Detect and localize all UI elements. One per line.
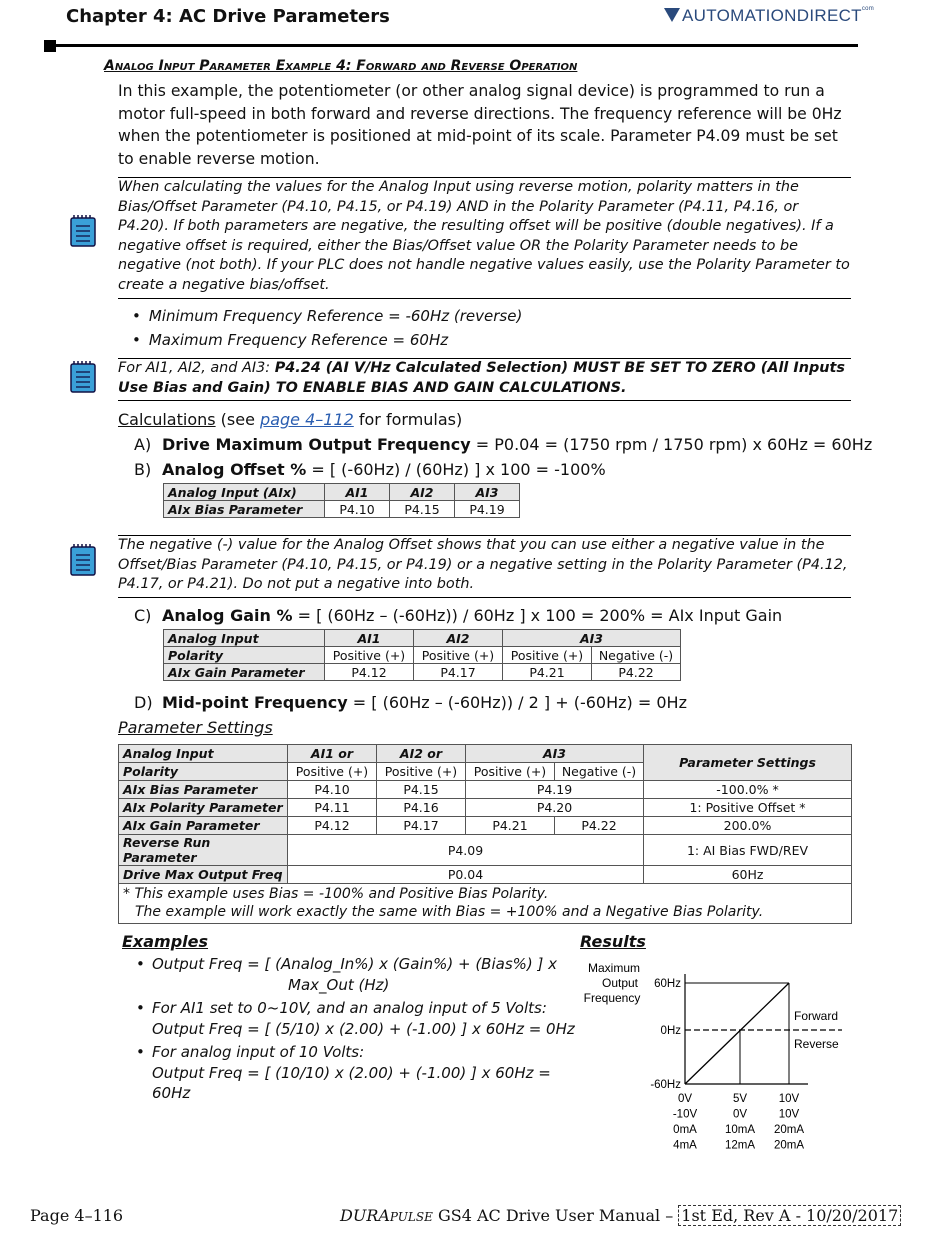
forward-label: Forward	[794, 1009, 839, 1023]
frequency-chart	[560, 950, 860, 1160]
list-item: • For AI1 set to 0~10V, and an analog input of 5 Volts: Output Freq = [ (5/10) x (2.00) + (-1.00) ] x 60Hz = 0Hz	[136, 998, 576, 1039]
calc-c: C) Analog Gain % = [ (60Hz – (-60Hz)) / 60Hz ] x 100 = 200% = AIx Input Gain	[134, 606, 783, 625]
gain-table: Analog Input AI1 AI2 AI3 Polarity Positive (+) Positive (+) Positive (+) Negative (-) AIx Gain Parameter P4.12 P4.17 P4.21 P4.22	[163, 629, 681, 681]
notepad-icon	[68, 214, 98, 248]
x-tick-label: 0V	[732, 1108, 748, 1121]
page-number: Page 4–116	[30, 1206, 124, 1225]
notepad-icon	[68, 360, 98, 394]
x-tick-label: 0mA	[673, 1124, 697, 1136]
automationdirect-logo: $AUTOMATIONDIRECT^{com}$	[664, 6, 874, 26]
y-tick-label: -60Hz	[650, 1079, 681, 1091]
parameter-settings-heading: Parameter Settings	[118, 718, 273, 737]
section-title: Analog Input Parameter Example 4: Forward and Reverse Operation	[104, 58, 578, 74]
x-tick-label: -10V	[672, 1108, 698, 1121]
reverse-label: Reverse	[794, 1037, 839, 1051]
bias-table: Analog Input (AIx) AI1 AI2 AI3 AIx Bias Parameter P4.10 P4.15 P4.19	[163, 483, 520, 518]
x-tick-label: 10mA	[724, 1124, 756, 1136]
list-item: • Output Freq = [ (Analog_In%) x (Gain%) + (Bias%) ] x Max_Out (Hz)	[136, 954, 576, 995]
manual-title: DURAPULSE GS4 AC Drive User Manual – 1st Ed, Rev A - 10/20/2017	[340, 1206, 901, 1225]
y-tick-label: 0Hz	[660, 1025, 681, 1037]
list-item: • Maximum Frequency Reference = 60Hz	[132, 328, 522, 352]
x-tick-label: 10V	[778, 1108, 800, 1121]
list-item: • For analog input of 10 Volts: Output Freq = [ (10/10) x (2.00) + (-1.00) ] x 60Hz = 60Hz	[136, 1042, 576, 1104]
note-p424: For AI1, AI2, and AI3: P4.24 (AI V/Hz Calculated Selection) MUST BE SET TO ZERO (All Inputs Use Bias and Gain) TO ENABLE BIAS AND GAIN CALCULATIONS.	[118, 358, 851, 401]
note-polarity: When calculating the values for the Analog Input using reverse motion, polarity matters in the Bias/Offset Parameter (P4.10, P4.15, or P4.19) AND in the Polarity Parameter (P4.11, P4.16, or P4.20). If both parameters are negative, the resulting offset will be positive (double negatives). If a negative offset is required, either the Bias/Offset value OR the Polarity Parameter needs to be negative (not both). If your PLC does not handle negative values easily, use the Polarity Parameter to create a negative bias/offset.	[118, 177, 851, 299]
note-offset: The negative (-) value for the Analog Offset shows that you can use either a negative value in the Offset/Bias Parameter (P4.10, P4.15, or P4.19) or a negative setting in the Polarity Parameter (P4.12, P4.17, or P4.21). Do not put a negative into both.	[118, 535, 851, 598]
intro-paragraph: In this example, the potentiometer (or other analog signal device) is programmed to run a motor full-speed in both forward and reverse directions. The frequency reference will be 0Hz when the potentiometer is positioned at mid-point of its scale. Parameter P4.09 must be set to enable reverse motion.	[118, 82, 842, 168]
edition-label: 1st Ed, Rev A - 10/20/2017	[678, 1205, 901, 1226]
notepad-icon	[68, 543, 98, 577]
series-line	[685, 983, 789, 1084]
calculations-heading: Calculations (see page 4–112 for formulas)	[118, 410, 463, 429]
header-square	[44, 40, 56, 52]
ylabel-line: Maximum	[587, 961, 641, 975]
x-tick-label: 20mA	[773, 1124, 805, 1136]
x-tick-label: 10V	[778, 1093, 800, 1105]
x-tick-label: 0V	[677, 1093, 693, 1105]
x-tick-label: 4mA	[673, 1139, 697, 1152]
frequency-reference-list	[132, 304, 522, 352]
logo-triangle-icon	[664, 8, 680, 22]
calc-b: B) Analog Offset % = [ (-60Hz) / (60Hz) ] x 100 = -100%	[134, 460, 606, 479]
examples-heading: Examples	[122, 932, 209, 951]
examples-list	[136, 954, 576, 1107]
results-heading: Results	[580, 932, 646, 951]
ylabel-line: Output	[601, 976, 639, 990]
x-tick-label: 5V	[732, 1093, 748, 1105]
parameter-settings-table: Analog Input AI1 or AI2 or AI3 Parameter Settings Polarity Positive (+) Positive (+) Positive (+) Negative (-) AIx Bias Parameter P4.10 P4.15 P4.19 -100.0% * AIx Polarity Parameter P4.11 P4.16 P4.20 1: Positive Offset * AIx Gain Parameter P4.12 P4.17 P4.21 P4.22 200.0% Reverse Run Parameter P4.09 1: AI Bias FWD/REV Drive Max Output Freq P0.04 60Hz * This example uses Bias = -100% and Positive Bias Polarity. The example will work exactly the same with Bias = +100% and a Negative Bias Polarity.	[118, 744, 852, 924]
x-tick-labels	[673, 1093, 804, 1152]
x-tick-label: 12mA	[724, 1139, 756, 1152]
chapter-title: Chapter 4: AC Drive Parameters	[66, 6, 390, 27]
y-tick-label: 60Hz	[654, 978, 681, 990]
list-item: • Minimum Frequency Reference = -60Hz (reverse)	[132, 304, 522, 328]
calc-a: A) Drive Maximum Output Frequency = P0.04 = (1750 rpm / 1750 rpm) x 60Hz = 60Hz	[134, 435, 873, 454]
header-rule	[44, 44, 858, 47]
x-tick-label: 20mA	[773, 1139, 805, 1152]
ylabel-line: Frequency	[583, 991, 641, 1005]
page-link[interactable]: page 4–112	[260, 410, 354, 429]
table-footnote: * This example uses Bias = -100% and Positive Bias Polarity. The example will work exactly the same with Bias = +100% and a Negative Bias Polarity.	[119, 884, 852, 924]
calc-d: D) Mid-point Frequency = [ (60Hz – (-60Hz)) / 2 ] + (-60Hz) = 0Hz	[134, 693, 687, 712]
